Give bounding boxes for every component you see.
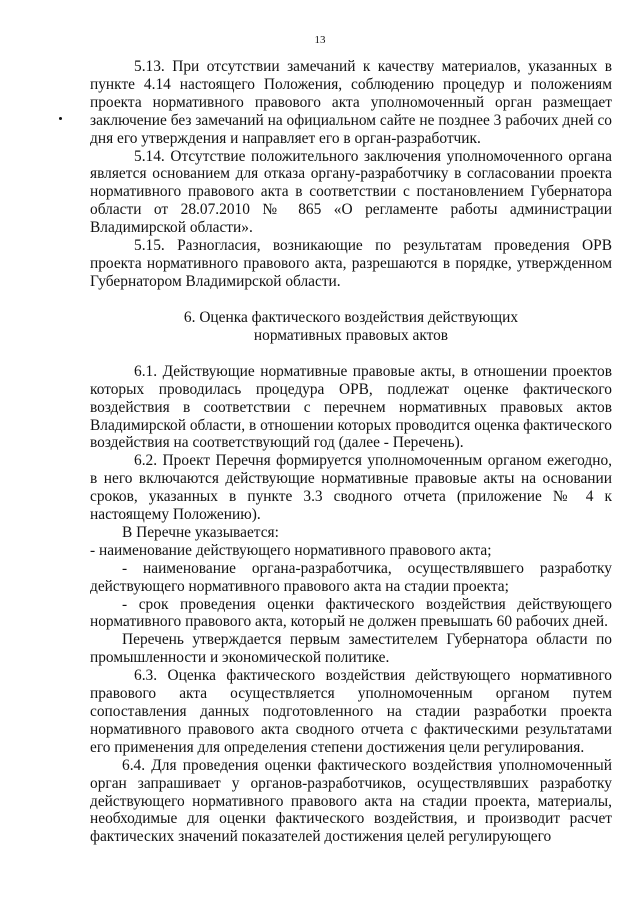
section-heading-line-2: нормативных правовых актов <box>253 326 449 344</box>
paragraph-6-3: 6.3. Оценка фактического воздействия действующего нормативного правового акта осуществляется уполномоченным органом путем сопоставления данных подготовленного на стадии разработки проекта нормативного правового акта сводного отчета с фактическими результатами его применения для определения степени достижения цели регулирования. <box>90 667 612 756</box>
paragraph-5-14: 5.14. Отсутствие положительного заключения уполномоченного органа является основанием для отказа органу-разработчику в согласовании проекта нормативного правового акта в соответствии с постановлением Губернатора области от 28.07.2010 № 865 «О регламенте работы администрации Владимирской области». <box>90 147 612 237</box>
scan-mark <box>59 117 62 120</box>
paragraph-approval: Перечень утверждается первым заместителем Губернатора области по промышленности и экономической политике. <box>90 631 612 667</box>
list-intro: В Перечне указывается: <box>122 523 279 541</box>
list-item-3: - срок проведения оценки фактического воздействия действующего нормативного правового акта, который не должен превышать 60 рабочих дней. <box>90 595 612 631</box>
paragraph-6-2: 6.2. Проект Перечня формируется уполномоченным органом ежегодно, в него включаются действующие нормативные правовые акты на основании сроков, указанных в пункте 3.3 сводного отчета (приложение № 4 к настоящему Положению). <box>90 452 612 524</box>
page-number: 13 <box>314 34 326 46</box>
paragraph-5-13: 5.13. При отсутствии замечаний к качеству материалов, указанных в пункте 4.14 настоящего Положения, соблюдению процедур и положениям проекта нормативного правового акта уполномоченный орган размещает заключение без замечаний на официальном сайте не позднее 3 рабочих дней со дня его утверждения и направляет его в орган-разработчик. <box>90 58 612 147</box>
paragraph-5-15: 5.15. Разногласия, возникающие по результатам проведения ОРВ проекта нормативного правового акта, разрешаются в порядке, утвержденном Губернатором Владимирской области. <box>90 237 612 290</box>
paragraph-6-1: 6.1. Действующие нормативные правовые акты, в отношении проектов которых проводилась процедура ОРВ, подлежат оценке фактического воздействия в соответствии с перечнем нормативных правовых актов Владимирской области, в отношении которых проводится оценка фактического воздействия на соответствующий год (далее - Перечень). <box>90 362 612 452</box>
list-item-1: - наименование действующего нормативного правового акта; <box>90 541 492 559</box>
list-item-2: - наименование органа-разработчика, осуществлявшего разработку действующего нормативного правового акта на стадии проекта; <box>90 559 612 595</box>
section-heading-line-1: 6. Оценка фактического воздействия действующих <box>183 308 519 326</box>
paragraph-6-4: 6.4. Для проведения оценки фактического воздействия уполномоченный орган запрашивает у органов-разработчиков, осуществлявших разработку действующего нормативного правового акта на стадии проекта, материалы, необходимые для оценки фактического воздействия, и производит расчет фактических значений показателей достижения целей регулирующего <box>90 756 612 846</box>
section-heading <box>90 309 612 345</box>
document-body <box>90 58 612 846</box>
